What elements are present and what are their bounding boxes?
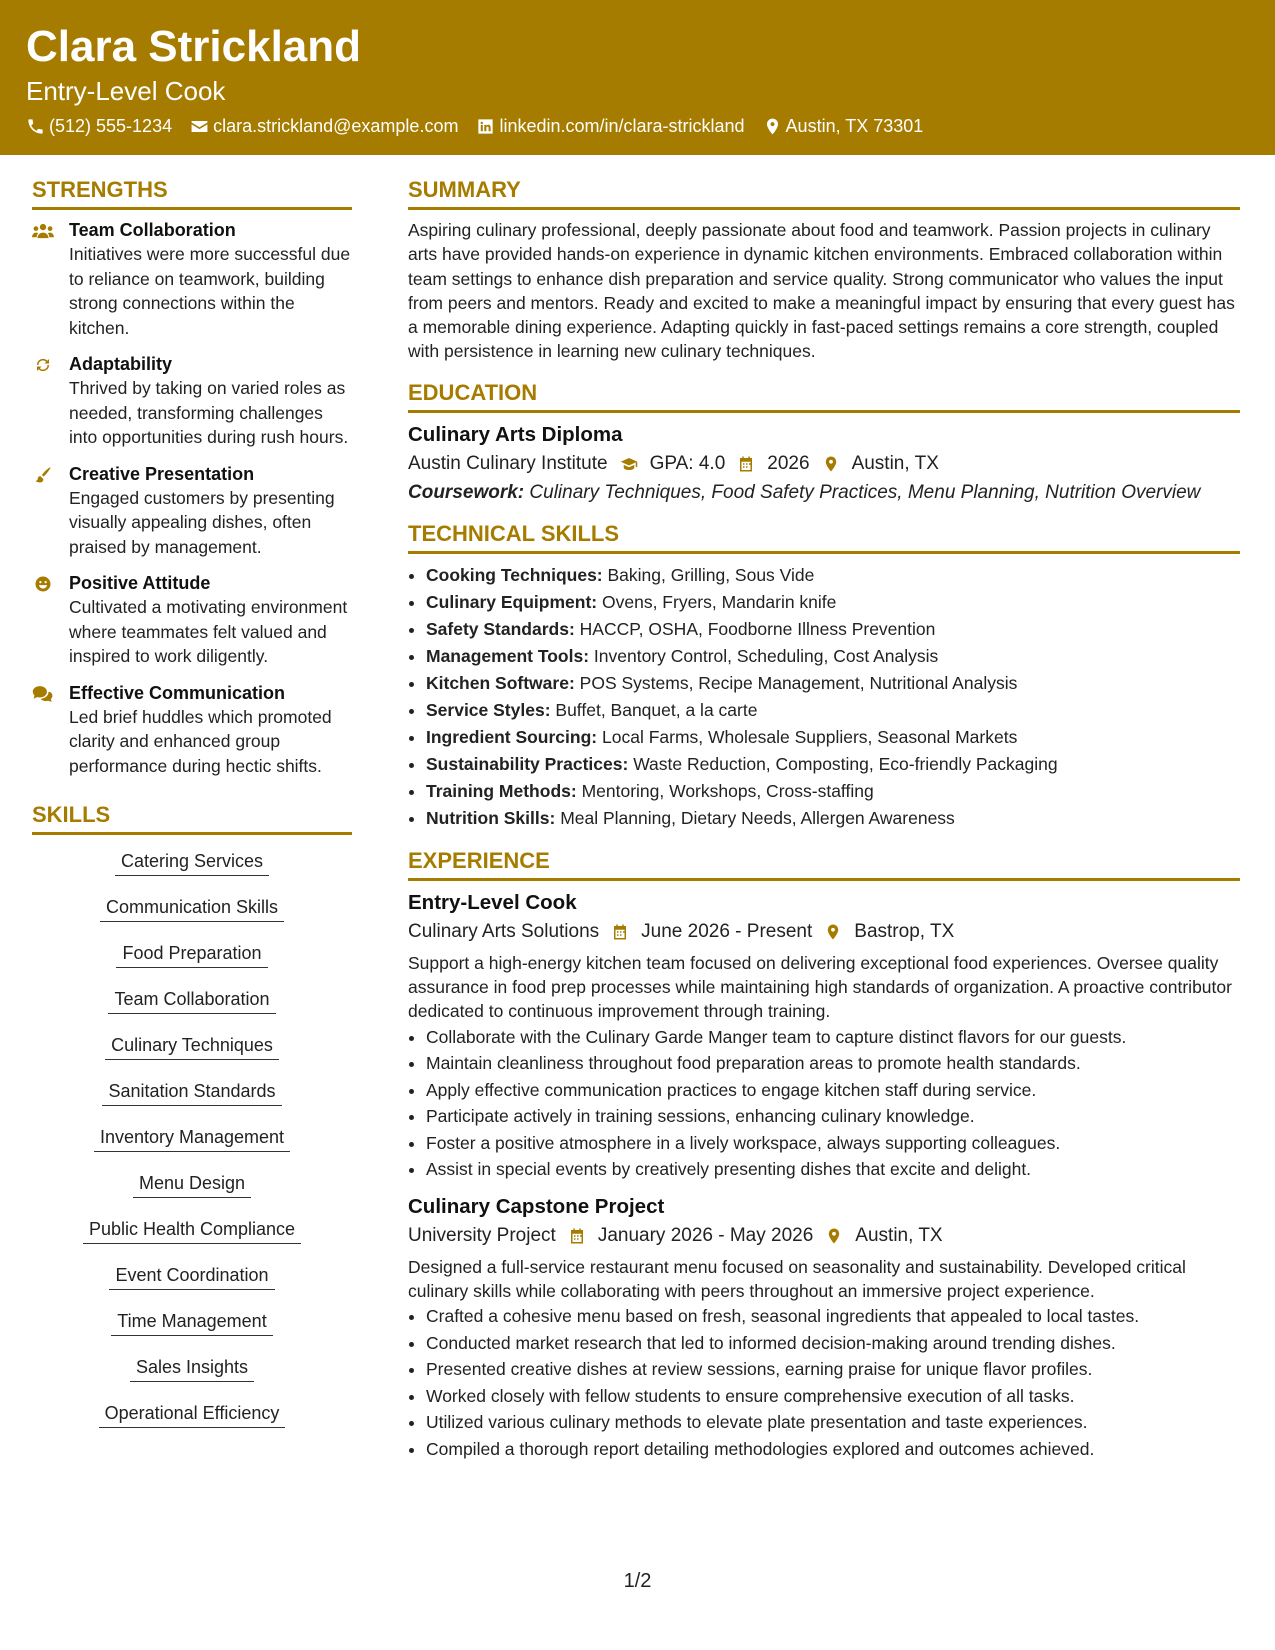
skill-value: Local Farms, Wholesale Suppliers, Seasonal Markets (602, 726, 1018, 747)
linkedin-text: linkedin.com/in/clara-strickland (499, 116, 745, 136)
company-name: University Project (408, 1224, 556, 1246)
technical-skills-heading: TECHNICAL SKILLS (408, 519, 1240, 554)
skill-label: Kitchen Software: (426, 672, 575, 693)
technical-skills-list (408, 562, 1240, 832)
skill-tag: Event Coordination (109, 1263, 274, 1290)
experience-heading: EXPERIENCE (408, 846, 1240, 881)
skill-tag: Sanitation Standards (102, 1079, 281, 1106)
strength-desc: Led brief huddles which promoted clarity and enhanced group performance during hectic shifts. (69, 706, 332, 776)
list-item (426, 589, 1240, 616)
contact-phone[interactable] (26, 114, 172, 138)
resume-header (0, 0, 1275, 155)
list-item (426, 562, 1240, 589)
list-item (426, 778, 1240, 805)
job-entry (408, 889, 1240, 1183)
list-item (426, 805, 1240, 832)
job-location: Austin, TX (855, 1224, 943, 1246)
skill-value: Buffet, Banquet, a la carte (555, 699, 758, 720)
coursework-text: Culinary Techniques, Food Safety Practices, Menu Planning, Nutrition Overview (529, 481, 1201, 503)
skill-tag: Sales Insights (130, 1355, 254, 1382)
skill-value: Inventory Control, Scheduling, Cost Analysis (593, 645, 939, 666)
smile-icon (32, 575, 54, 593)
strength-item (32, 462, 352, 560)
coursework-label: Coursework: (408, 481, 525, 503)
list-item: • Presented creative dishes at review sessions, earning praise for unique flavor profiles. (426, 1356, 1240, 1383)
strength-desc: Initiatives were more successful due to reliance on teamwork, building strong connections within the kitchen. (69, 244, 351, 338)
contact-location (763, 114, 924, 138)
skill-value: Ovens, Fryers, Mandarin knife (602, 591, 837, 612)
skill-label: Training Methods: (426, 780, 577, 801)
skill-tag: Catering Services (115, 849, 269, 876)
list-item: • Conducted market research that led to informed decision-making around trending dishes. (426, 1330, 1240, 1357)
job-title: Culinary Capstone Project (408, 1194, 665, 1218)
skill-tag: Communication Skills (100, 895, 284, 922)
job-dates: January 2026 - May 2026 (597, 1224, 814, 1246)
left-column (32, 175, 352, 1447)
list-item (426, 616, 1240, 643)
summary-text: Aspiring culinary professional, deeply passionate about food and teamwork. Passion projects in culinary arts have provided hands-on experience in dynamic kitchen environments. Embraced collaboration within team settings to enhance dish preparation and service quality. Strong communicator who values the input from peers and mentors. Ready and excited to make a meaningful impact by ensuring that every guest has a memorable dining experience. Adapting quickly in fast-paced settings remains a core strength, coupled with persistence in learning new culinary techniques. (408, 220, 1235, 362)
list-item: • Collaborate with the Culinary Garde Manger team to capture distinct flavors for our guests. (426, 1024, 1240, 1051)
skill-tag: Inventory Management (94, 1125, 290, 1152)
list-item (426, 751, 1240, 778)
map-pin-icon (824, 923, 842, 941)
users-icon (32, 222, 54, 240)
skill-label: Culinary Equipment: (426, 591, 598, 612)
company-name: Culinary Arts Solutions (408, 920, 600, 942)
job-title: Entry-Level Cook (408, 890, 577, 914)
list-item (426, 670, 1240, 697)
gpa-text: GPA: 4.0 (649, 452, 726, 474)
skill-value: Meal Planning, Dietary Needs, Allergen Awareness (560, 807, 955, 828)
map-pin-icon (822, 455, 840, 473)
graduation-year: 2026 (767, 452, 810, 474)
list-item: • Apply effective communication practices to engage kitchen staff during service. (426, 1077, 1240, 1104)
list-item: • Participate actively in training sessions, enhancing culinary knowledge. (426, 1103, 1240, 1130)
skill-tag: Team Collaboration (108, 987, 275, 1014)
skill-value: HACCP, OSHA, Foodborne Illness Prevention (579, 618, 936, 639)
contact-email[interactable] (190, 114, 458, 138)
location-text: Austin, TX 73301 (785, 116, 924, 136)
skill-tag: Culinary Techniques (105, 1033, 279, 1060)
skill-label: Management Tools: (426, 645, 590, 666)
education-heading: EDUCATION (408, 378, 1240, 413)
strengths-heading: STRENGTHS (32, 175, 352, 210)
skill-label: Cooking Techniques: (426, 564, 603, 585)
refresh-icon (32, 356, 54, 374)
graduation-cap-icon (620, 455, 638, 473)
summary-heading: SUMMARY (408, 175, 1240, 210)
contact-linkedin[interactable] (476, 114, 744, 138)
map-pin-icon (825, 1227, 843, 1245)
map-pin-icon (763, 117, 782, 136)
comments-icon (32, 685, 54, 703)
list-item: • Maintain cleanliness throughout food preparation areas to promote health standards. (426, 1050, 1240, 1077)
candidate-name: Clara Strickland (26, 22, 362, 71)
skill-tag: Time Management (111, 1309, 272, 1336)
skill-tag: Operational Efficiency (99, 1401, 286, 1428)
strength-item (32, 352, 352, 450)
strength-desc: Cultivated a motivating environment where teammates felt valued and inspired to work diligently. (69, 597, 348, 666)
right-column (408, 175, 1240, 1472)
degree-title: Culinary Arts Diploma (408, 422, 623, 446)
strength-title: Adaptability (69, 354, 173, 374)
skill-label: Ingredient Sourcing: (426, 726, 598, 747)
job-meta (408, 1221, 1240, 1251)
job-bullets (408, 1303, 1240, 1462)
skills-heading: SKILLS (32, 800, 352, 835)
education-meta (408, 449, 1240, 479)
job-summary: Designed a full-service restaurant menu focused on seasonality and sustainability. Developed critical culinary skills while collaborating with peers throughout an immersive project experience. (408, 1256, 1186, 1301)
school-name: Austin Culinary Institute (408, 452, 608, 474)
skill-value: POS Systems, Recipe Management, Nutritional Analysis (579, 672, 1018, 693)
strength-item (32, 681, 352, 779)
phone-text: (512) 555-1234 (49, 116, 173, 136)
skill-tag: Menu Design (133, 1171, 251, 1198)
linkedin-icon (476, 117, 495, 136)
skill-label: Nutrition Skills: (426, 807, 556, 828)
email-text: clara.strickland@example.com (213, 116, 459, 136)
skill-label: Sustainability Practices: (426, 753, 629, 774)
job-bullets (408, 1024, 1240, 1183)
list-item: • Worked closely with fellow students to ensure comprehensive execution of all tasks. (426, 1383, 1240, 1410)
skill-label: Service Styles: (426, 699, 551, 720)
job-location: Bastrop, TX (854, 920, 955, 942)
job-dates: June 2026 - Present (641, 920, 813, 942)
job-entry (408, 1193, 1240, 1463)
coursework (408, 481, 1240, 505)
skill-label: Safety Standards: (426, 618, 575, 639)
job-meta (408, 917, 1240, 947)
strength-title: Effective Communication (69, 682, 286, 703)
envelope-icon (190, 117, 209, 136)
contact-bar (26, 114, 1249, 138)
strength-item (32, 571, 352, 669)
page-number: 1/2 (623, 1570, 652, 1592)
skill-value: Waste Reduction, Composting, Eco-friendly Packaging (633, 753, 1058, 774)
strength-item (32, 218, 352, 340)
calendar-icon (737, 455, 755, 473)
candidate-title: Entry-Level Cook (26, 76, 226, 106)
strength-desc: Thrived by taking on varied roles as needed, transforming challenges into opportunities during rush hours. (69, 378, 349, 447)
list-item: • Compiled a thorough report detailing methodologies explored and outcomes achieved. (426, 1436, 1240, 1463)
calendar-icon (568, 1227, 586, 1245)
skills-cloud (32, 849, 352, 1447)
list-item (426, 643, 1240, 670)
strength-title: Creative Presentation (69, 463, 255, 484)
list-item (426, 724, 1240, 751)
list-item (426, 697, 1240, 724)
skill-tag: Food Preparation (116, 941, 267, 968)
phone-icon (26, 117, 45, 136)
list-item: • Utilized various culinary methods to elevate plate presentation and taste experiences. (426, 1409, 1240, 1436)
skill-value: Mentoring, Workshops, Cross-staffing (581, 780, 874, 801)
strength-desc: Engaged customers by presenting visually appealing dishes, often praised by management. (69, 487, 335, 557)
list-item: • Foster a positive atmosphere in a lively workspace, always supporting colleagues. (426, 1130, 1240, 1157)
list-item: • Crafted a cohesive menu based on fresh, seasonal ingredients that appealed to local tastes. (426, 1303, 1240, 1330)
strength-title: Team Collaboration (69, 220, 236, 240)
strength-title: Positive Attitude (69, 573, 211, 593)
list-item: • Assist in special events by creatively presenting dishes that excite and delight. (426, 1156, 1240, 1183)
paintbrush-icon (32, 466, 54, 484)
skill-value: Baking, Grilling, Sous Vide (607, 564, 815, 585)
skill-tag: Public Health Compliance (83, 1217, 301, 1244)
job-summary: Support a high-energy kitchen team focused on delivering exceptional food experiences. Oversee quality assurance in food prep processes while maintaining high standards of organization. A proactive contributor dedicated to continuous improvement through training. (408, 952, 1232, 1022)
education-location: Austin, TX (851, 452, 939, 474)
calendar-icon (611, 923, 629, 941)
